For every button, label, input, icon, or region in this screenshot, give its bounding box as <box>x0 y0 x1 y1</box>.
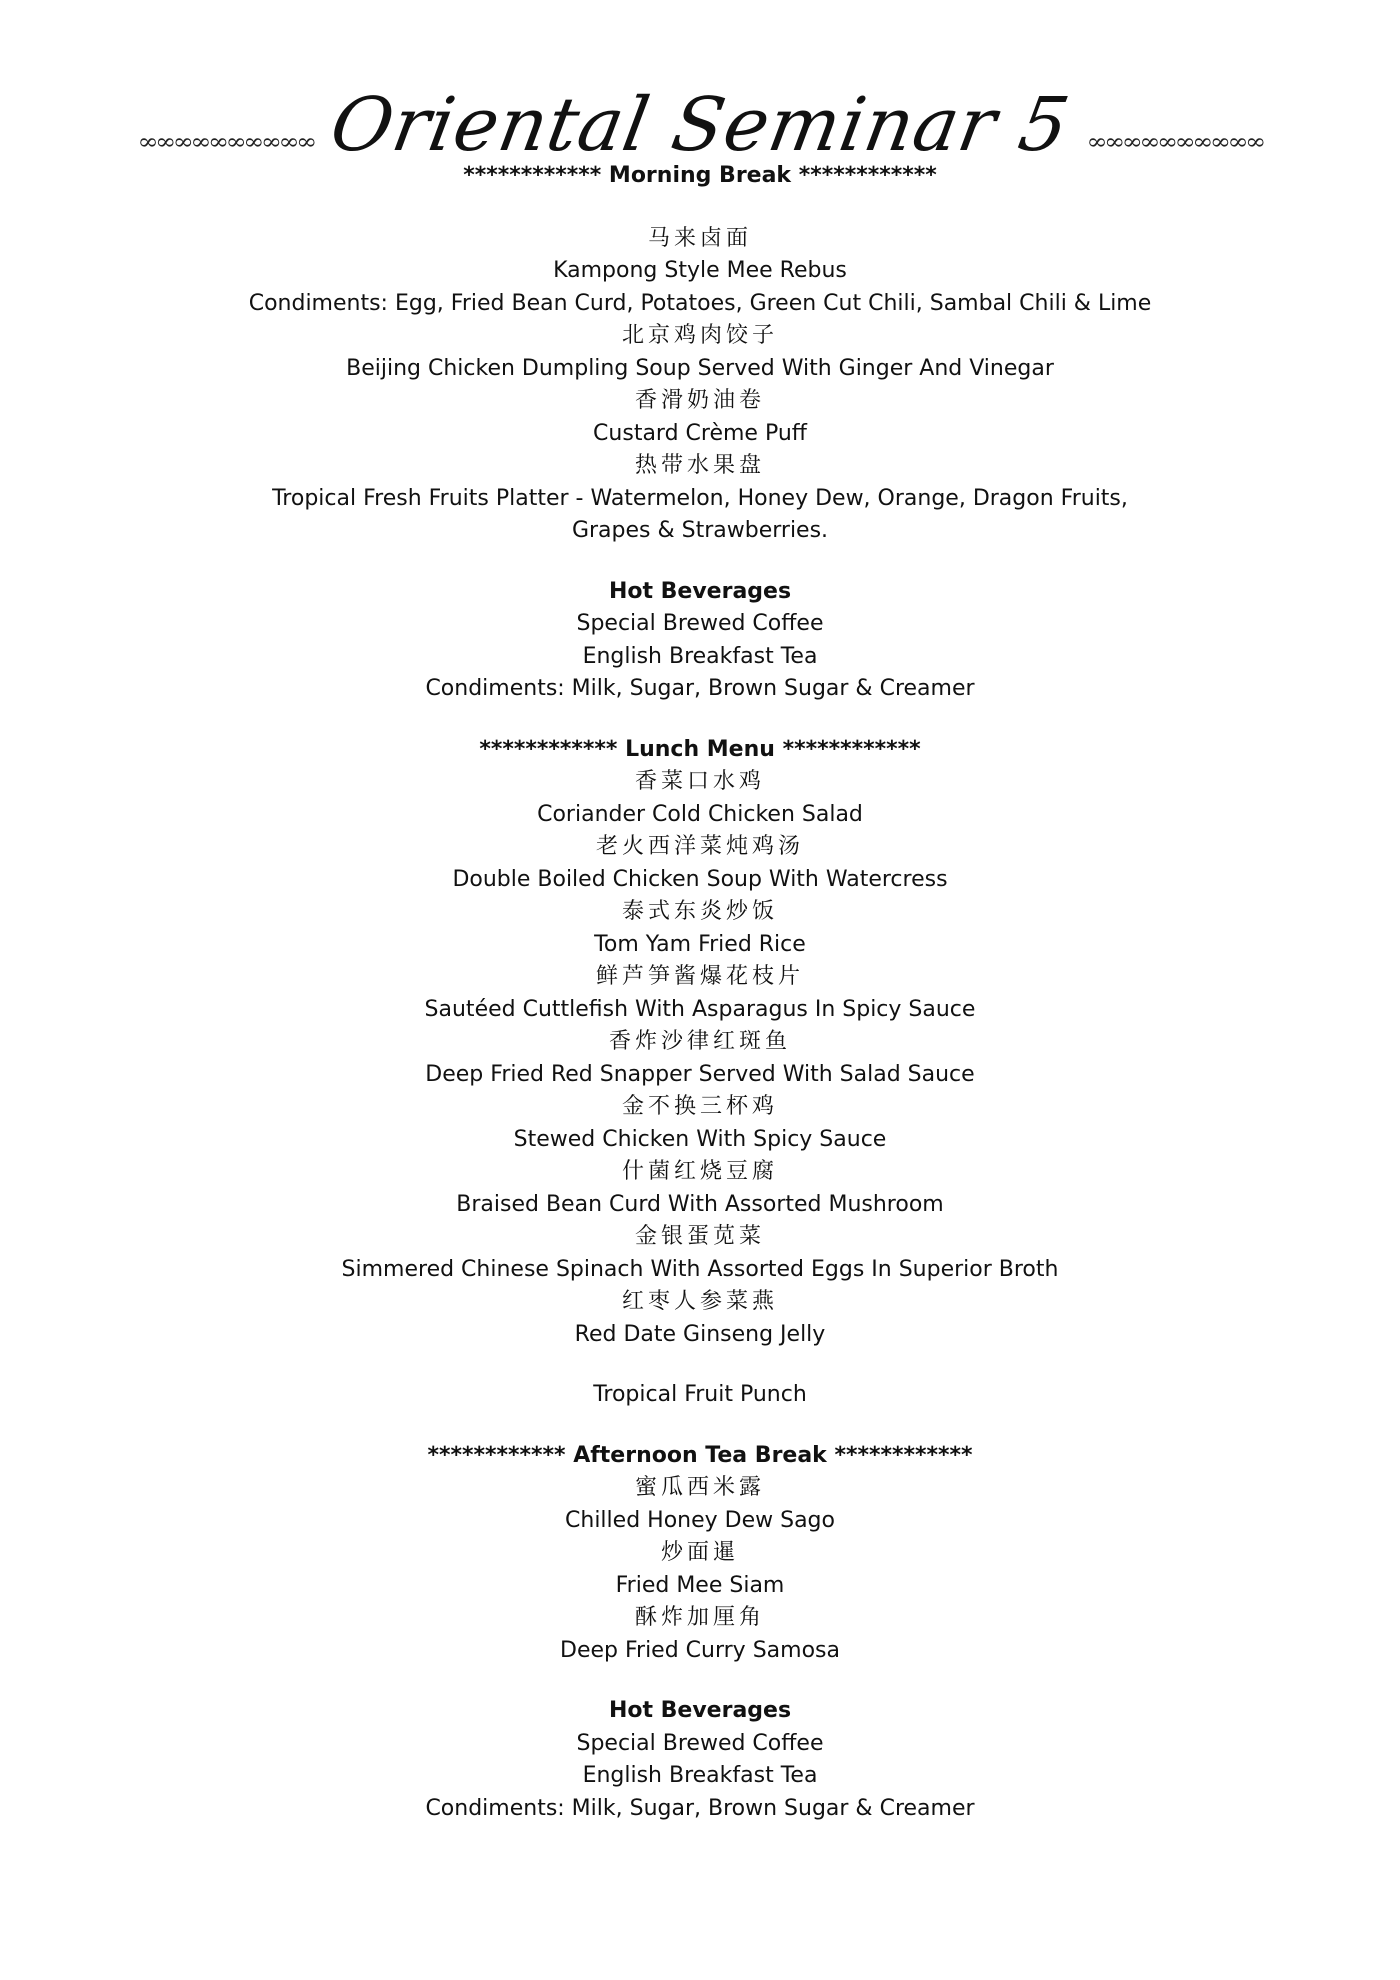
menu-item-english: Stewed Chicken With Spicy Sauce <box>513 1126 887 1152</box>
menu-item-english: Sautéed Cuttlefish With Asparagus In Spicy Sauce <box>424 996 976 1022</box>
menu-item-chinese: 炒面暹 <box>660 1540 739 1565</box>
beverage-item: Condiments: Milk, Sugar, Brown Sugar & Creamer <box>425 676 975 701</box>
menu-item-chinese: 酥炸加厘角 <box>634 1605 765 1630</box>
lunch-menu-heading: ************ Lunch Menu ************ <box>479 736 921 762</box>
spacer <box>230 548 1170 576</box>
beverage-item: Condiments: Milk, Sugar, Brown Sugar & Creamer <box>425 1795 975 1821</box>
menu-item-chinese: 热带水果盘 <box>634 453 765 478</box>
menu-item-english: Tropical Fresh Fruits Platter - Watermelon, Honey Dew, Orange, Dragon Fruits, Grapes & Strawberries. <box>272 485 1128 543</box>
beverage-item: Special Brewed Coffee <box>576 1730 824 1756</box>
lunch-drink: Tropical Fruit Punch <box>593 1382 807 1407</box>
spacer <box>230 193 1170 223</box>
menu-item-english: Condiments: Egg, Fried Bean Curd, Potatoes, Green Cut Chili, Sambal Chili & Lime <box>248 290 1152 316</box>
menu-item-chinese: 红枣人参菜燕 <box>621 1289 778 1314</box>
beverage-item: English Breakfast Tea <box>582 643 818 669</box>
beverage-item: Special Brewed Coffee <box>576 611 824 636</box>
menu-item-english: Deep Fried Curry Samosa <box>560 1637 840 1663</box>
morning-break-heading: ************ Morning Break ************ <box>463 163 937 188</box>
hot-beverages-heading: Hot Beverages <box>608 1698 792 1723</box>
menu-item-english: Fried Mee Siam <box>615 1572 785 1598</box>
menu-content <box>230 160 1170 1825</box>
menu-item-english: Coriander Cold Chicken Salad <box>537 801 863 827</box>
lunch-menu-label: Lunch Menu <box>625 736 775 762</box>
menu-item-chinese: 蜜瓜西米露 <box>634 1475 765 1500</box>
menu-item-chinese: 泰式东炎炒饭 <box>621 899 778 924</box>
menu-item-chinese: 金银蛋苋菜 <box>634 1224 765 1249</box>
menu-item-english: Tom Yam Fried Rice <box>594 931 806 957</box>
menu-item-english: Simmered Chinese Spinach With Assorted Eggs In Superior Broth <box>341 1256 1059 1282</box>
menu-item-english: Red Date Ginseng Jelly <box>574 1321 826 1347</box>
menu-item-english: Custard Crème Puff <box>593 420 807 446</box>
beverage-item: English Breakfast Tea <box>582 1763 818 1788</box>
menu-item-english: Deep Fried Red Snapper Served With Salad Sauce <box>425 1061 975 1087</box>
right-ornament: ∞∞∞∞∞∞∞∞∞∞ <box>1086 129 1263 155</box>
menu-item-english: Kampong Style Mee Rebus <box>553 258 847 283</box>
menu-item-english: Beijing Chicken Dumpling Soup Served With Ginger And Vinegar <box>346 355 1054 381</box>
morning-break-label: Morning Break <box>608 163 792 188</box>
afternoon-tea-heading: ************ Afternoon Tea Break ************ <box>427 1442 973 1468</box>
menu-item-chinese: 香菜口水鸡 <box>634 769 765 794</box>
spacer <box>230 1667 1170 1695</box>
menu-item-chinese: 香滑奶油卷 <box>634 388 765 413</box>
menu-item-chinese: 金不换三杯鸡 <box>621 1094 778 1119</box>
hot-beverages-heading: Hot Beverages <box>608 578 792 604</box>
afternoon-tea-label: Afternoon Tea Break <box>573 1442 827 1468</box>
spacer <box>230 1351 1170 1379</box>
menu-item-chinese: 马来卤面 <box>647 225 752 251</box>
menu-item-chinese: 鲜芦笋酱爆花枝片 <box>595 964 804 989</box>
menu-item-chinese: 老火西洋菜炖鸡汤 <box>595 834 804 859</box>
spacer <box>230 706 1170 734</box>
menu-item-chinese: 香炸沙律红斑鱼 <box>608 1029 791 1054</box>
page-title: Oriental Seminar 5 <box>324 82 1076 168</box>
menu-item-english: Double Boiled Chicken Soup With Watercress <box>452 866 948 892</box>
spacer <box>230 1412 1170 1440</box>
menu-item-chinese: 北京鸡肉饺子 <box>621 323 778 348</box>
menu-item-english: Chilled Honey Dew Sago <box>565 1507 835 1533</box>
menu-item-english: Braised Bean Curd With Assorted Mushroom <box>456 1191 944 1217</box>
left-ornament: ∞∞∞∞∞∞∞∞∞∞ <box>137 129 314 155</box>
menu-item-chinese: 什菌红烧豆腐 <box>621 1159 778 1184</box>
